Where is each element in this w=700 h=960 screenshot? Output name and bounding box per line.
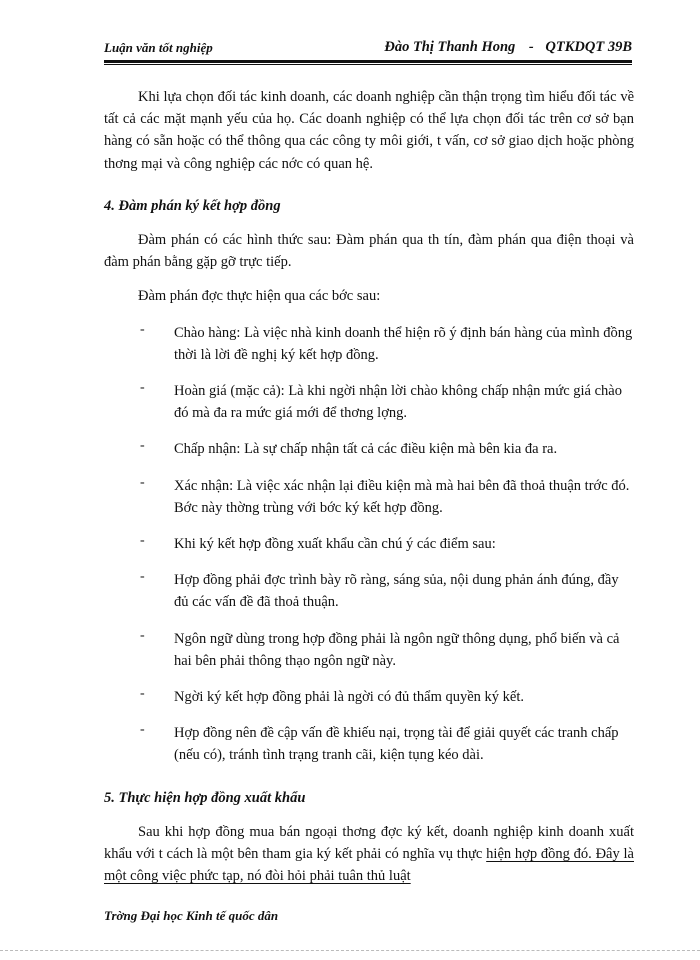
list-item-text: Hợp đồng nên đề cập vấn đề khiếu nại, trọng tài để giải quyết các tranh chấp (nếu có), tránh tình trạng tranh cãi, kiện tụng kéo dài. (174, 725, 619, 764)
list-item-text: Ngời ký kết hợp đồng phải là ngời có đủ thẩm quyền ký kết. (174, 689, 525, 706)
list-item (104, 686, 634, 708)
list-item (104, 533, 634, 555)
list-item-text: Hoàn giá (mặc cả): Là khi ngời nhận lời chào không chấp nhận mức giá chào đó mà đa ra mức giá mới để thơng lợng. (174, 383, 622, 422)
author-name: Đào Thị Thanh Hong (384, 39, 516, 55)
dash-bullet: - (140, 474, 145, 490)
list-item-text: Khi ký kết hợp đồng xuất khẩu cần chú ý các điểm sau: (174, 536, 496, 553)
list-item (104, 438, 634, 460)
list-item (104, 322, 634, 366)
list-item (104, 569, 634, 613)
paragraph-partner-selection: Khi lựa chọn đối tác kinh doanh, các doanh nghiệp cần thận trọng tìm hiểu đối tác về tất cả các mặt mạnh yếu của họ. Các doanh nghiệp có thể lựa chọn đối tác trên cơ sở bạn hàng có sẵn hoặc có thể thông qua các công ty môi giới, t vấn, cơ sở giao dịch hoặc phòng thơng mại và công nghiệp các nớc có quan hệ. (104, 89, 634, 172)
thesis-label: Luận văn tốt nghiệp (104, 40, 213, 55)
list-item (104, 380, 634, 424)
dash-bullet: - (140, 722, 145, 738)
page-footer: Trờng Đại học Kinh tế quốc dân (104, 908, 279, 923)
page-bottom-rule (0, 950, 700, 951)
page-body (104, 86, 634, 887)
list-item-text: Chấp nhận: Là sự chấp nhận tất cả các điều kiện mà bên kia đa ra. (174, 441, 558, 458)
dash-bullet: - (140, 533, 145, 549)
dash-bullet: - (140, 569, 145, 585)
paragraph-negotiation-steps: Đàm phán đợc thực hiện qua các bớc sau: (138, 288, 381, 305)
header-separator: - (528, 39, 534, 55)
header-rule (104, 60, 632, 65)
list-item-text: Chào hàng: Là việc nhà kinh doanh thể hiện rõ ý định bán hàng của mình đồng thời là lời đề nghị ký kết hợp đồng. (174, 324, 633, 363)
section-heading-5: 5. Thực hiện hợp đồng xuất khẩu (104, 789, 306, 806)
list-item-text: Ngôn ngữ dùng trong hợp đồng phải là ngôn ngữ thông dụng, phổ biến và cả hai bên phải thông thạo ngôn ngữ này. (174, 630, 620, 669)
list-item-text: Xác nhận: Là việc xác nhận lại điều kiện mà mà hai bên đã thoả thuận trớc đó. Bớc này thờng trùng với bớc ký kết hợp đồng. (174, 477, 630, 516)
dash-bullet: - (140, 438, 145, 454)
paragraph-text: Sau khi hợp đồng mua bán ngoại thơng đợc ký kết, doanh nghiệp kinh doanh xuất khẩu với t cách là một bên tham gia ký kết phải có nghĩa vụ thực (104, 823, 634, 863)
author-info (384, 39, 632, 56)
list-item-text: Hợp đồng phải đợc trình bày rõ ràng, sáng sủa, nội dung phản ánh đúng, đầy đủ các vấn đề đã thoả thuận. (174, 572, 619, 611)
paragraph-contract-execution (104, 821, 634, 888)
list-item (104, 628, 634, 672)
list-item (104, 475, 634, 519)
section-heading-4: 4. Đàm phán ký kết hợp đồng (104, 197, 281, 214)
class-code: QTKDQT 39B (545, 39, 632, 55)
paragraph-last-line: hiện hợp đồng đó. Đây là một công việc phức tạp, nó đòi hỏi phải tuân thủ luật (104, 846, 634, 885)
dash-bullet: - (140, 380, 145, 396)
dash-bullet: - (140, 686, 145, 702)
dash-bullet: - (140, 627, 145, 643)
paragraph-negotiation-forms: Đàm phán có các hình thức sau: Đàm phán qua th tín, đàm phán qua điện thoại và đàm phán bằng gặp gỡ trực tiếp. (104, 232, 634, 271)
dash-bullet: - (140, 321, 145, 337)
page-header (104, 36, 632, 60)
list-item (104, 722, 634, 766)
